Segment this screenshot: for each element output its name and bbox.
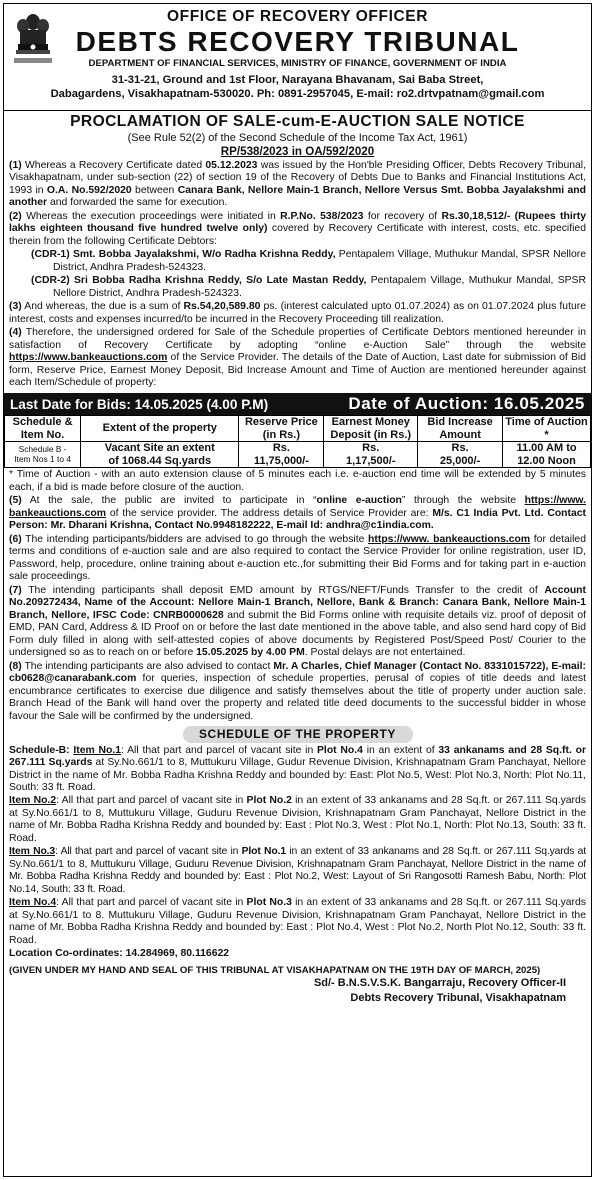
cell-line: of 1068.44 Sq.yards bbox=[108, 454, 212, 467]
para-number: (6) bbox=[9, 533, 22, 545]
auction-table bbox=[4, 415, 591, 469]
para-bold: Schedule-B: bbox=[9, 744, 74, 756]
para-text: The intending participants are also advised to contact bbox=[21, 660, 274, 672]
cell-line: 12.00 Noon bbox=[517, 454, 576, 467]
para-bold: Mr. A Charles, Chief Manager (Contact No. 8331015722), E-mail: cb0628@canarabank.com bbox=[9, 660, 586, 685]
website-link[interactable]: https://www.bankeauctions.com bbox=[9, 352, 168, 364]
paragraph-5 bbox=[9, 495, 586, 532]
para-text: The intending participants/bidders are advised to go through the website bbox=[21, 533, 369, 545]
para-text: and forwarded the same for execution. bbox=[47, 197, 228, 209]
cell-line: 11.00 AM to bbox=[516, 442, 577, 455]
signature-block bbox=[9, 976, 586, 1005]
item-label: Item No.4 bbox=[9, 897, 57, 909]
cell-time bbox=[503, 442, 591, 468]
para-bold: Rs.54,20,589.80 bbox=[183, 301, 261, 313]
para-text: between bbox=[131, 184, 178, 196]
date-of-auction: Date of Auction: 16.05.2025 bbox=[348, 393, 585, 413]
cell-line: Rs. bbox=[272, 442, 290, 455]
para-text: ps. (interest calculated upto 01.07.2024) as on 01.07.2024 plus future interest, costs and expenses incurred/to be incurred in the Recovery Proceeding till realization. bbox=[9, 301, 586, 325]
notice-subtitle: (See Rule 52(2) of the Second Schedule of the Income Tax Act, 1961) bbox=[127, 131, 468, 144]
paragraph-4 bbox=[9, 327, 586, 389]
para-text: of the Service Provider. The details of the Date of Auction, Last date for submission of Bid form, Reserve Price, Earnest Money Deposit, Bid Increase Amount and Time of Auction are mentioned hereunder against each Item/Schedule of property: bbox=[9, 352, 586, 389]
state-emblem-icon bbox=[11, 8, 55, 70]
para-bold: Plot No.2 bbox=[246, 795, 292, 807]
cell-emd bbox=[324, 442, 418, 468]
schedule-title: SCHEDULE OF THE PROPERTY bbox=[183, 726, 413, 742]
para-text: ” through the website bbox=[401, 495, 525, 507]
para-text: At the sale, the public are invited to participate in “ bbox=[21, 495, 317, 507]
para-text: : All that part and parcel of vacant site in bbox=[56, 897, 247, 909]
notice-page bbox=[3, 3, 592, 1177]
notice-title: PROCLAMATION OF SALE-cum-E-AUCTION SALE NOTICE bbox=[70, 113, 525, 130]
cell-reserve-price bbox=[239, 442, 324, 468]
para-text: was issued by the Hon'ble Presiding Officer, Debts Recovery Tribunal, Visakhapatnam, under sub-section (22) of section 19 of the Recovery of Debts Due to Banks and Financial Institutions Act, 1993 in bbox=[9, 159, 586, 196]
para-number: (7) bbox=[9, 584, 22, 596]
col-header: Reserve Price (in Rs.) bbox=[239, 415, 324, 441]
para-bold: Rs.30,18,512/- (Rupees thirty lakhs eighteen thousand five hundred twelve only) bbox=[9, 210, 586, 235]
paragraph-3 bbox=[9, 301, 586, 326]
para-text: The intending participants shall deposit EMD amount by RTGS/NEFT/Funds Transfer to the credit of bbox=[21, 584, 545, 596]
col-header: Extent of the property bbox=[81, 415, 239, 441]
cell-line: Schedule B - bbox=[18, 444, 67, 455]
para-bold: Plot No.4 bbox=[317, 744, 363, 756]
debtor-address: Pentapalem Village, Muthukur Mandal, SPSR Nellore District, Andhra Pradesh-524323. bbox=[53, 275, 586, 299]
para-text: : All that part and parcel of vacant site in bbox=[56, 795, 247, 807]
para-text: : All that part and parcel of vacant site in bbox=[55, 846, 242, 858]
para-text: and submit the Bid Forms online with requisite details viz. proof of deposit of EMD, PAN Card, Address & ID Proof on or before the last date mentioned in the above table, and also send hard copy of Bid Form duly filled in along with self-attested copies of above documents by Registered Post/Speed Post/ Courier to the undersigned so as to reach on or before bbox=[9, 609, 587, 659]
cell-extent bbox=[81, 442, 239, 468]
para-bold: 05.12.2023 bbox=[205, 159, 258, 171]
cell-line: 11,75,000/- bbox=[253, 454, 309, 467]
cell-line: 1,17,500/- bbox=[345, 454, 396, 467]
col-header: Time of Auction * bbox=[503, 415, 591, 441]
tribunal-title: DEBTS RECOVERY TRIBUNAL bbox=[75, 25, 520, 57]
para-number: (8) bbox=[9, 660, 22, 672]
last-date-for-bids: Last Date for Bids: 14.05.2025 (4.00 P.M) bbox=[10, 396, 269, 412]
cell-line: Vacant Site an extent bbox=[104, 442, 215, 455]
cell-line: Item Nos 1 to 4 bbox=[14, 453, 71, 464]
para-bold: Plot No.1 bbox=[241, 846, 286, 858]
schedule-item-2 bbox=[9, 795, 586, 845]
table-row bbox=[5, 442, 591, 468]
item-label: Item No.2 bbox=[9, 795, 57, 807]
time-note: * Time of Auction - with an auto extension clause of 5 minutes each i.e. e-auction end time will be extended by 5 minutes each, if a bid is made before closure of the auction. bbox=[9, 469, 586, 493]
website-link[interactable]: https://www. bankeauctions.com bbox=[368, 533, 531, 545]
para-text: in an extent of 33 ankanams and 28 Sq.ft. or 267.111 Sq.yards at Sy.No.661/1 to 8. Muttukuru Village, Guduru Revenue Division, Krishnapatnam Gram Panchayat, Nellore District in the name of Mr. Bobba Radha Krishna Reddy and bounded by: East : Plot No.4, West : Plot No.2, North Plot No.12, South: 33 ft. Road. bbox=[9, 897, 586, 946]
para-text: in an extent of 33 ankanams and 28 Sq.ft. or 267.111 Sq.yards at Sy.No.661/1 to 8, Muttukuru Village, Guduru Revenue Division, Krishnapatnam Gram Panchayat, Nellore District in the name of Mr. Bobba Radha Krishna Reddy and bounded by: East : Plot No.2, West: Layout of Sri Rangosotti Ramesh Babu, North: Plot No.14, South: 33 ft. Road. bbox=[9, 846, 587, 895]
para-text: Therefore, the undersigned ordered for Sale of the Schedule properties of Certificate Debtors mentioned hereunder in satisfaction of Recovery Certificate by adopting “online e-Auction Sale” through the website bbox=[9, 327, 586, 351]
para-bold: 33 ankanams and 28 Sq.ft. or 267.111 Sq.yards bbox=[9, 744, 586, 769]
para-text: for recovery of bbox=[363, 210, 442, 222]
para-bold: M/s. C1 India Pvt. Ltd. Contact Person: Mr. Dharani Krishna, Contact No.9948182222, E-mail Id: andhra@c1india.com. bbox=[9, 507, 586, 532]
department-line: DEPARTMENT OF FINANCIAL SERVICES, MINISTRY OF FINANCE, GOVERNMENT OF INDIA bbox=[88, 57, 507, 69]
item-label: Item No.3 bbox=[9, 846, 56, 858]
debtor-address: Pentapalem Village, Muthukur Mandal, SPSR Nellore District, Andhra Pradesh-524323. bbox=[53, 249, 586, 273]
table-header-row bbox=[5, 415, 591, 441]
para-number: (1) bbox=[9, 159, 22, 171]
para-text: in an extent of 33 ankanams and 28 Sq.ft. or 267.111 Sq.yards at Sy.No.661/1 to 8, Muttukuru Village, Guduru Revenue Division, Krishnapatnam Gram Panchayat, Nellore District in the name of Mr. Bobba Radha Krishna Reddy and bounded by: East : Plot No.3, West : Plot No.1, North: Plot No.13, South: 33 ft. Road. bbox=[9, 795, 586, 844]
address-line-2: Dabagardens, Visakhapatnam-530020. Ph: 0891-2957045, E-mail: ro2.drtvpatnam@gmail.com bbox=[50, 88, 545, 101]
para-text: for detailed terms and conditions of e-auction sale and are also required to contact the Service Provider for online registration, user ID, Password, help, procedure, online training about e-auction etc.,for submitting their Bid Forms and for taking part in e-auction sale proceedings. bbox=[9, 533, 586, 583]
website-link[interactable]: https://www. bankeauctions.com bbox=[9, 495, 586, 519]
signature-line-1: Sd/- B.N.S.V.S.K. Bangarraju, Recovery Officer-II bbox=[313, 977, 566, 990]
para-number: (5) bbox=[9, 495, 22, 507]
para-text: covered by Recovery Certificate with interest, costs, etc. specified therein from the following Certificate Debtors: bbox=[9, 223, 586, 247]
para-bold: Plot No.3 bbox=[246, 897, 292, 909]
para-bold: 15.05.2025 by 4.00 PM bbox=[196, 647, 305, 659]
case-reference: RP/538/2023 in OA/592/2020 bbox=[220, 144, 375, 158]
location-coordinates: Location Co-ordinates: 14.284969, 80.116622 bbox=[9, 948, 230, 960]
schedule-item-4 bbox=[9, 897, 586, 947]
certificate-debtor-2 bbox=[9, 275, 586, 300]
cell-schedule bbox=[5, 442, 81, 468]
para-text: of the service provider. The address details of Service Provider are: bbox=[106, 507, 433, 519]
signature-line-2: Debts Recovery Tribunal, Visakhapatnam bbox=[350, 991, 566, 1004]
debtor-name: (CDR-1) Smt. Bobba Jayalakshmi, W/o Radha Krishna Reddy, bbox=[31, 249, 336, 261]
office-title: OFFICE OF RECOVERY OFFICER bbox=[166, 8, 429, 25]
para-text: . Postal delays are not entertained. bbox=[304, 647, 466, 659]
paragraph-8 bbox=[9, 661, 586, 723]
para-number: (3) bbox=[9, 301, 22, 313]
para-text: : All that part and parcel of vacant site in bbox=[121, 744, 317, 756]
item-label: Item No.1 bbox=[73, 744, 122, 756]
address-block bbox=[9, 73, 586, 101]
given-under-seal: (GIVEN UNDER MY HAND AND SEAL OF THIS TRIBUNAL AT VISAKHAPATNAM ON THE 19TH DAY OF MARCH, 2025) bbox=[9, 964, 541, 976]
paragraph-1 bbox=[9, 160, 586, 210]
cell-line: Rs. bbox=[362, 442, 380, 455]
cell-bid-increase bbox=[418, 442, 503, 468]
paragraph-2 bbox=[9, 211, 586, 248]
para-number: (4) bbox=[9, 327, 22, 339]
para-bold: Canara Bank, Nellore Main-1 Branch, Nellore Versus Smt. Bobba Jayalakshmi and another bbox=[9, 184, 586, 209]
para-bold: O.A. No.592/2020 bbox=[46, 184, 132, 196]
certificate-debtor-1 bbox=[9, 249, 586, 274]
para-bold: R.P.No. 538/2023 bbox=[280, 210, 364, 222]
header-divider bbox=[4, 110, 591, 111]
para-text: Whereas the execution proceedings were initiated in bbox=[21, 210, 281, 222]
col-header: Earnest Money Deposit (in Rs.) bbox=[324, 415, 418, 441]
debtor-name: (CDR-2) Sri Bobba Radha Krishna Reddy, S/o Late Mastan Reddy, bbox=[31, 275, 367, 287]
schedule-item-3 bbox=[9, 846, 586, 896]
para-text: in an extent of bbox=[362, 744, 439, 756]
para-bold: online e-auction bbox=[316, 495, 402, 507]
paragraph-7 bbox=[9, 585, 586, 660]
address-line-1: 31-31-21, Ground and 1st Floor, Narayana Bhavanam, Sai Baba Street, bbox=[111, 74, 484, 87]
header bbox=[9, 4, 586, 110]
col-header: Schedule & Item No. bbox=[5, 415, 81, 441]
para-text: for queries, inspection of schedule properties, perusal of copies of title deeds and latest encumbrance certificates to exercise due diligence and satisfy themselves about the title of property under auction sale. Branch Head of the Bank will hand over the property and related title deed documents to the successful bidder in whose favour the Sale will be confirmed by the undersigned. bbox=[9, 673, 586, 722]
col-header: Bid Increase Amount bbox=[418, 415, 503, 441]
cell-line: 25,000/- bbox=[439, 454, 481, 467]
para-text: at Sy.No.661/1 to 8, Muttukuru Village, Gudur Revenue Division, Krishnapatnam Gram Panchayat, Nellore District in the name of Mr. Bobba Radha Krishna Reddy and bounded by: East: Plot No.5, West: Plot No.3, North: Plot No.11, South: 33 ft. Road. bbox=[9, 757, 586, 793]
cell-line: Rs. bbox=[451, 442, 469, 455]
paragraph-6 bbox=[9, 534, 586, 584]
para-bold: Account No.209272434, Name of the Account: Nellore Main-1 Branch, Nellore, Bank & Branch: Canara Bank, Nellore Main-1 Branch, Nellore, IFSC Code: CNRB0000628 bbox=[9, 584, 586, 621]
para-text: Whereas a Recovery Certificate dated bbox=[21, 159, 206, 171]
schedule-item-1 bbox=[9, 745, 586, 795]
dates-bar bbox=[4, 393, 591, 415]
para-text: And whereas, the due is a sum of bbox=[21, 301, 184, 313]
para-number: (2) bbox=[9, 210, 22, 222]
